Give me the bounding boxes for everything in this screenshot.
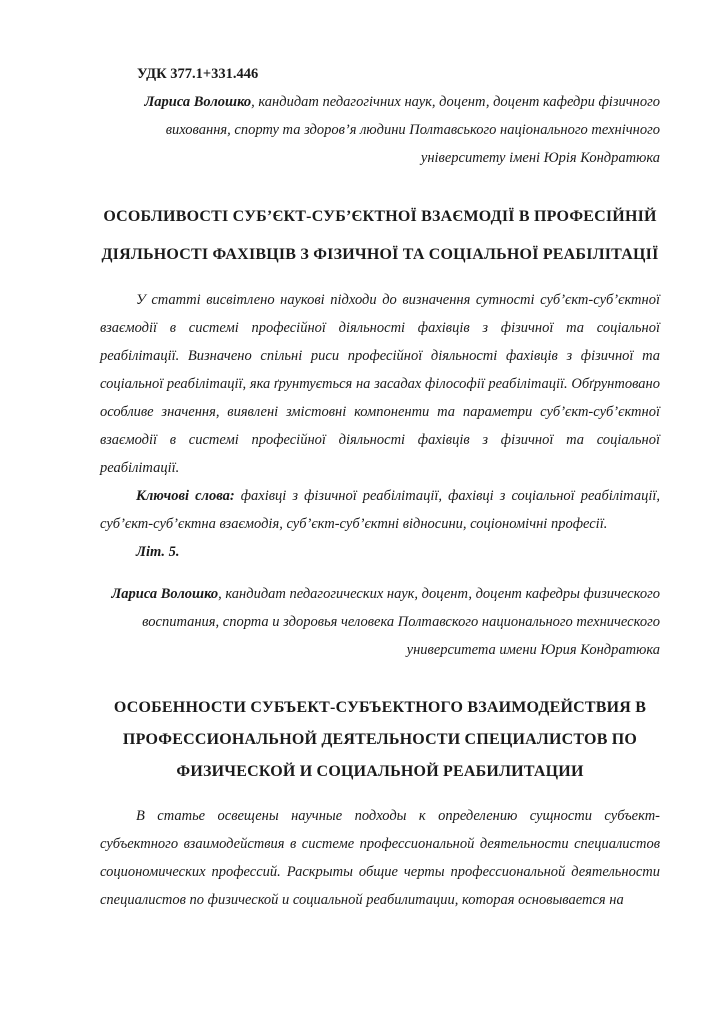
literature-count-label: Літ. 5. — [136, 544, 180, 560]
author-affiliation-ru: , кандидат педагогических наук, доцент, доцент кафедры физического воспитания, спорта и здоровья человека Полтавского национального технического университета имени Юрия Кондратюка — [142, 586, 660, 658]
author-affiliation-uk: , кандидат педагогічних наук, доцент, доцент кафедри фізичного виховання, спорту та здоров’я людини Полтавського національного технічного університету імені Юрія Кондратюка — [165, 94, 660, 166]
keywords-label-uk: Ключові слова: — [136, 488, 235, 504]
literature-count — [100, 538, 660, 566]
keywords-text-uk: фахівці з фізичної реабілітації, фахівці з соціальної реабілітації, суб’єкт-суб’єктна взаємодія, суб’єкт-суб’єктні відносини, соціономічні професії. — [100, 488, 660, 532]
author-name-uk: Лариса Волошко — [144, 94, 252, 110]
article-title-uk: ОСОБЛИВОСТІ СУБ’ЄКТ-СУБ’ЄКТНОЇ ВЗАЄМОДІЇ В ПРОФЕСІЙНІЙ ДІЯЛЬНОСТІ ФАХІВЦІВ З ФІЗИЧНОЇ ТА СОЦІАЛЬНОЇ РЕАБІЛІТАЦІЇ — [101, 208, 659, 263]
author-block-uk — [100, 88, 660, 172]
author-block-ru — [100, 580, 660, 664]
author-name-ru: Лариса Волошко — [111, 586, 219, 602]
article-title-ru: ОСОБЕННОСТИ СУБЪЕКТ-СУБЪЕКТНОГО ВЗАИМОДЕЙСТВИЯ В ПРОФЕССИОНАЛЬНОЙ ДЕЯТЕЛЬНОСТИ СПЕЦИАЛИСТОВ ПО ФИЗИЧЕСКОЙ И СОЦИАЛЬНОЙ РЕАБИЛИТАЦИИ — [113, 699, 647, 780]
udc-code: УДК 377.1+331.446 — [137, 66, 259, 82]
abstract-ru: В статье освещены научные подходы к определению сущности субъект-субъектного взаимодействия в системе профессиональной деятельности специалистов социономических профессий. Раскрыты общие черты профессиональной деятельности специалистов по физической и социальной реабилитации, которая основывается на — [100, 808, 660, 908]
abstract-uk: У статті висвітлено наукові підходи до визначення сутності суб’єкт-суб’єктної взаємодії в системі професійної діяльності фахівців з фізичної та соціальної реабілітації. Визначено спільні риси професійної діяльності фахівців з фізичної та соціальної реабілітації, яка ґрунтується на засадах філософії реабілітації. Обґрунтовано особливе значення, виявлені змістовні компоненти та параметри суб’єкт-суб’єктної взаємодії в системі професійної діяльності фахівців з фізичної та соціальної реабілітації. — [100, 292, 660, 476]
keywords-uk — [100, 482, 660, 538]
